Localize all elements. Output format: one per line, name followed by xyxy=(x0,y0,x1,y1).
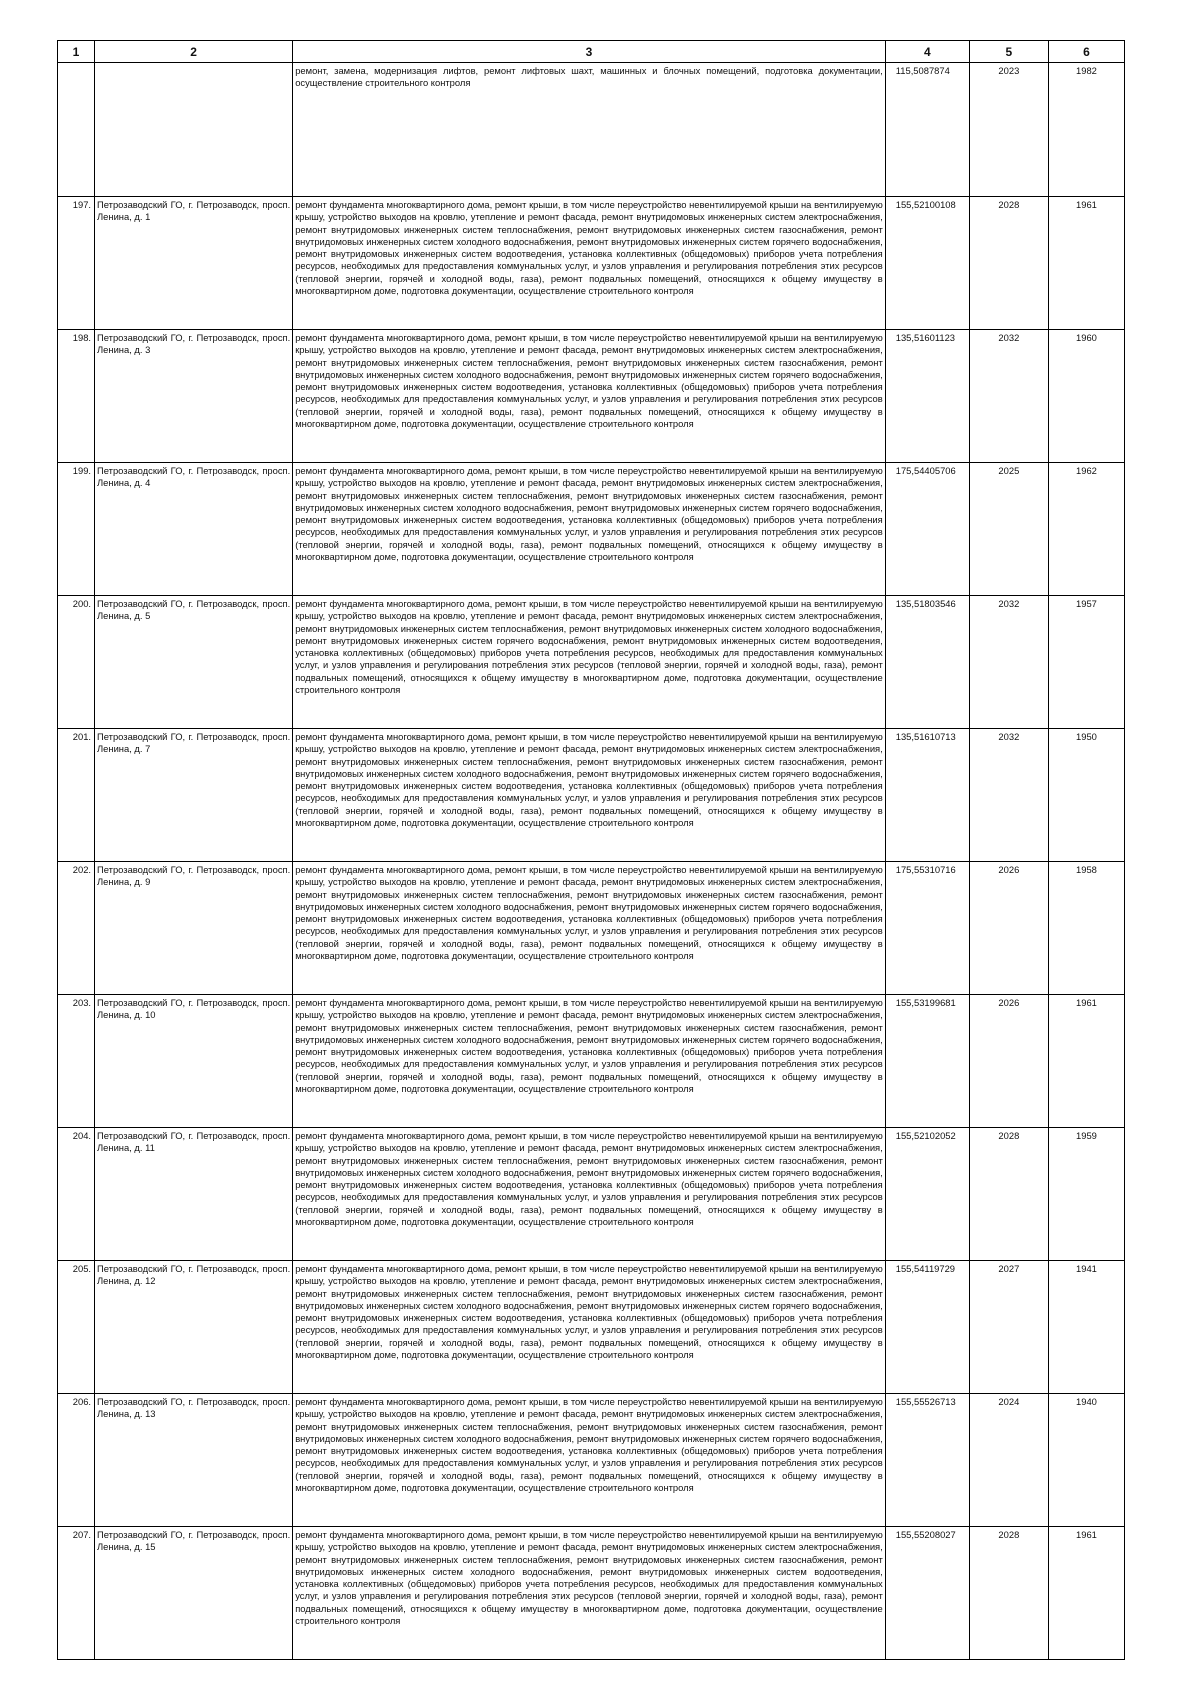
works-cell: ремонт фундамента многоквартирного дома, ремонт крыши, в том числе переустройство невентилируемой крыши на вентилируемую крышу, устройство выходов на кровлю, утепление и ремонт фасада, ремонт внутридомовых инженерных систем электроснабжения, ремонт внутридомовых инженерных систем теплоснабжения, ремонт внутридомовых инженерных систем газоснабжения, ремонт внутридомовых инженерных систем холодного водоснабжения, ремонт внутридомовых инженерных систем горячего водоснабжения, ремонт внутридомовых инженерных систем водоотведения, установка коллективных (общедомовых) приборов учета потребления ресурсов, необходимых для предоставления коммунальных услуг, и узлов управления и регулирования потребления этих ресурсов (тепловой энергии, горячей и холодной воды, газа), ремонт подвальных помещений, относящихся к общему имуществу в многоквартирном доме, подготовка документации, осуществление строительного контроля xyxy=(293,330,886,463)
row-number: 198. xyxy=(58,330,95,463)
build-year-cell: 1961 xyxy=(1048,995,1124,1128)
plan-year-cell: 2028 xyxy=(969,1527,1048,1660)
cost-cell: 175,54405706 xyxy=(885,463,969,596)
build-year-cell: 1960 xyxy=(1048,330,1124,463)
works-cell: ремонт фундамента многоквартирного дома, ремонт крыши, в том числе переустройство невентилируемой крыши на вентилируемую крышу, устройство выходов на кровлю, утепление и ремонт фасада, ремонт внутридомовых инженерных систем электроснабжения, ремонт внутридомовых инженерных систем теплоснабжения, ремонт внутридомовых инженерных систем газоснабжения, ремонт внутридомовых инженерных систем холодного водоснабжения, ремонт внутридомовых инженерных систем горячего водоснабжения, ремонт внутридомовых инженерных систем водоотведения, установка коллективных (общедомовых) приборов учета потребления ресурсов, необходимых для предоставления коммунальных услуг, и узлов управления и регулирования потребления этих ресурсов (тепловой энергии, горячей и холодной воды, газа), ремонт подвальных помещений, относящихся к общему имуществу в многоквартирном доме, подготовка документации, осуществление строительного контроля xyxy=(293,1394,886,1527)
column-number: 5 xyxy=(969,41,1048,63)
table-row xyxy=(58,1261,1125,1394)
cost-cell: 155,52100108 xyxy=(885,197,969,330)
build-year-cell: 1959 xyxy=(1048,1128,1124,1261)
cost-cell: 155,55208027 xyxy=(885,1527,969,1660)
table-row xyxy=(58,197,1125,330)
column-number-row xyxy=(58,41,1125,63)
build-year-cell: 1961 xyxy=(1048,197,1124,330)
plan-year-cell: 2023 xyxy=(969,63,1048,197)
cost-cell: 155,54119729 xyxy=(885,1261,969,1394)
plan-year-cell: 2032 xyxy=(969,729,1048,862)
table-row xyxy=(58,1128,1125,1261)
row-number: 203. xyxy=(58,995,95,1128)
table-row xyxy=(58,1394,1125,1527)
build-year-cell: 1950 xyxy=(1048,729,1124,862)
build-year-cell: 1982 xyxy=(1048,63,1124,197)
works-cell: ремонт фундамента многоквартирного дома, ремонт крыши, в том числе переустройство невентилируемой крыши на вентилируемую крышу, устройство выходов на кровлю, утепление и ремонт фасада, ремонт внутридомовых инженерных систем электроснабжения, ремонт внутридомовых инженерных систем теплоснабжения, ремонт внутридомовых инженерных систем холодного водоснабжения, ремонт внутридомовых инженерных систем горячего водоснабжения, ремонт внутридомовых инженерных систем водоотведения, установка коллективных (общедомовых) приборов учета потребления ресурсов, необходимых для предоставления коммунальных услуг, и узлов управления и регулирования потребления этих ресурсов (тепловой энергии, горячей и холодной воды, газа), ремонт подвальных помещений, относящихся к общему имуществу в многоквартирном доме, подготовка документации, осуществление строительного контроля xyxy=(293,596,886,729)
cost-cell: 155,53199681 xyxy=(885,995,969,1128)
plan-year-cell: 2026 xyxy=(969,995,1048,1128)
table-row xyxy=(58,463,1125,596)
plan-year-cell: 2025 xyxy=(969,463,1048,596)
table-row xyxy=(58,729,1125,862)
address-cell: Петрозаводский ГО, г. Петрозаводск, просп. Ленина, д. 4 xyxy=(95,463,293,596)
build-year-cell: 1941 xyxy=(1048,1261,1124,1394)
cost-cell: 135,51610713 xyxy=(885,729,969,862)
cost-cell: 155,52102052 xyxy=(885,1128,969,1261)
row-number: 206. xyxy=(58,1394,95,1527)
plan-year-cell: 2028 xyxy=(969,197,1048,330)
address-cell: Петрозаводский ГО, г. Петрозаводск, просп. Ленина, д. 1 xyxy=(95,197,293,330)
plan-year-cell: 2026 xyxy=(969,862,1048,995)
works-cell: ремонт фундамента многоквартирного дома, ремонт крыши, в том числе переустройство невентилируемой крыши на вентилируемую крышу, устройство выходов на кровлю, утепление и ремонт фасада, ремонт внутридомовых инженерных систем электроснабжения, ремонт внутридомовых инженерных систем теплоснабжения, ремонт внутридомовых инженерных систем газоснабжения, ремонт внутридомовых инженерных систем холодного водоснабжения, ремонт внутридомовых инженерных систем горячего водоснабжения, ремонт внутридомовых инженерных систем водоотведения, установка коллективных (общедомовых) приборов учета потребления ресурсов, необходимых для предоставления коммунальных услуг, и узлов управления и регулирования потребления этих ресурсов (тепловой энергии, горячей и холодной воды, газа), ремонт подвальных помещений, относящихся к общему имуществу в многоквартирном доме, подготовка документации, осуществление строительного контроля xyxy=(293,1261,886,1394)
address-cell: Петрозаводский ГО, г. Петрозаводск, просп. Ленина, д. 10 xyxy=(95,995,293,1128)
works-cell: ремонт фундамента многоквартирного дома, ремонт крыши, в том числе переустройство невентилируемой крыши на вентилируемую крышу, устройство выходов на кровлю, утепление и ремонт фасада, ремонт внутридомовых инженерных систем электроснабжения, ремонт внутридомовых инженерных систем теплоснабжения, ремонт внутридомовых инженерных систем газоснабжения, ремонт внутридомовых инженерных систем холодного водоснабжения, ремонт внутридомовых инженерных систем горячего водоснабжения, ремонт внутридомовых инженерных систем водоотведения, установка коллективных (общедомовых) приборов учета потребления ресурсов, необходимых для предоставления коммунальных услуг, и узлов управления и регулирования потребления этих ресурсов (тепловой энергии, горячей и холодной воды, газа), ремонт подвальных помещений, относящихся к общему имуществу в многоквартирном доме, подготовка документации, осуществление строительного контроля xyxy=(293,995,886,1128)
plan-year-cell: 2028 xyxy=(969,1128,1048,1261)
address-cell: Петрозаводский ГО, г. Петрозаводск, просп. Ленина, д. 7 xyxy=(95,729,293,862)
build-year-cell: 1957 xyxy=(1048,596,1124,729)
works-cell: ремонт фундамента многоквартирного дома, ремонт крыши, в том числе переустройство невентилируемой крыши на вентилируемую крышу, устройство выходов на кровлю, утепление и ремонт фасада, ремонт внутридомовых инженерных систем электроснабжения, ремонт внутридомовых инженерных систем теплоснабжения, ремонт внутридомовых инженерных систем газоснабжения, ремонт внутридомовых инженерных систем холодного водоснабжения, ремонт внутридомовых инженерных систем горячего водоснабжения, ремонт внутридомовых инженерных систем водоотведения, установка коллективных (общедомовых) приборов учета потребления ресурсов, необходимых для предоставления коммунальных услуг, и узлов управления и регулирования потребления этих ресурсов (тепловой энергии, горячей и холодной воды, газа), ремонт подвальных помещений, относящихся к общему имуществу в многоквартирном доме, подготовка документации, осуществление строительного контроля xyxy=(293,463,886,596)
column-number: 6 xyxy=(1048,41,1124,63)
build-year-cell: 1940 xyxy=(1048,1394,1124,1527)
works-cell: ремонт фундамента многоквартирного дома, ремонт крыши, в том числе переустройство невентилируемой крыши на вентилируемую крышу, устройство выходов на кровлю, утепление и ремонт фасада, ремонт внутридомовых инженерных систем электроснабжения, ремонт внутридомовых инженерных систем теплоснабжения, ремонт внутридомовых инженерных систем газоснабжения, ремонт внутридомовых инженерных систем холодного водоснабжения, ремонт внутридомовых инженерных систем водоотведения, установка коллективных (общедомовых) приборов учета потребления ресурсов, необходимых для предоставления коммунальных услуг, и узлов управления и регулирования потребления этих ресурсов (тепловой энергии, горячей и холодной воды, газа), ремонт подвальных помещений, относящихся к общему имуществу в многоквартирном доме, подготовка документации, осуществление строительного контроля xyxy=(293,1527,886,1660)
row-number: 201. xyxy=(58,729,95,862)
document-page xyxy=(57,40,1125,1660)
table-row xyxy=(58,995,1125,1128)
cost-cell: 175,55310716 xyxy=(885,862,969,995)
cost-cell: 115,5087874 xyxy=(885,63,969,197)
address-cell: Петрозаводский ГО, г. Петрозаводск, просп. Ленина, д. 5 xyxy=(95,596,293,729)
table-row xyxy=(58,1527,1125,1660)
plan-year-cell: 2024 xyxy=(969,1394,1048,1527)
build-year-cell: 1961 xyxy=(1048,1527,1124,1660)
cost-cell: 155,55526713 xyxy=(885,1394,969,1527)
works-cell: ремонт фундамента многоквартирного дома, ремонт крыши, в том числе переустройство невентилируемой крыши на вентилируемую крышу, устройство выходов на кровлю, утепление и ремонт фасада, ремонт внутридомовых инженерных систем электроснабжения, ремонт внутридомовых инженерных систем теплоснабжения, ремонт внутридомовых инженерных систем газоснабжения, ремонт внутридомовых инженерных систем холодного водоснабжения, ремонт внутридомовых инженерных систем горячего водоснабжения, ремонт внутридомовых инженерных систем водоотведения, установка коллективных (общедомовых) приборов учета потребления ресурсов, необходимых для предоставления коммунальных услуг, и узлов управления и регулирования потребления этих ресурсов (тепловой энергии, горячей и холодной воды, газа), ремонт подвальных помещений, относящихся к общему имуществу в многоквартирном доме, подготовка документации, осуществление строительного контроля xyxy=(293,729,886,862)
works-cell: ремонт фундамента многоквартирного дома, ремонт крыши, в том числе переустройство невентилируемой крыши на вентилируемую крышу, устройство выходов на кровлю, утепление и ремонт фасада, ремонт внутридомовых инженерных систем электроснабжения, ремонт внутридомовых инженерных систем теплоснабжения, ремонт внутридомовых инженерных систем газоснабжения, ремонт внутридомовых инженерных систем холодного водоснабжения, ремонт внутридомовых инженерных систем горячего водоснабжения, ремонт внутридомовых инженерных систем водоотведения, установка коллективных (общедомовых) приборов учета потребления ресурсов, необходимых для предоставления коммунальных услуг, и узлов управления и регулирования потребления этих ресурсов (тепловой энергии, горячей и холодной воды, газа), ремонт подвальных помещений, относящихся к общему имуществу в многоквартирном доме, подготовка документации, осуществление строительного контроля xyxy=(293,197,886,330)
address-cell xyxy=(95,63,293,197)
row-number: 204. xyxy=(58,1128,95,1261)
column-number: 3 xyxy=(293,41,886,63)
address-cell: Петрозаводский ГО, г. Петрозаводск, просп. Ленина, д. 11 xyxy=(95,1128,293,1261)
row-number: 205. xyxy=(58,1261,95,1394)
row-number: 202. xyxy=(58,862,95,995)
table-row xyxy=(58,330,1125,463)
plan-year-cell: 2027 xyxy=(969,1261,1048,1394)
works-cell: ремонт фундамента многоквартирного дома, ремонт крыши, в том числе переустройство невентилируемой крыши на вентилируемую крышу, устройство выходов на кровлю, утепление и ремонт фасада, ремонт внутридомовых инженерных систем электроснабжения, ремонт внутридомовых инженерных систем теплоснабжения, ремонт внутридомовых инженерных систем газоснабжения, ремонт внутридомовых инженерных систем холодного водоснабжения, ремонт внутридомовых инженерных систем горячего водоснабжения, ремонт внутридомовых инженерных систем водоотведения, установка коллективных (общедомовых) приборов учета потребления ресурсов, необходимых для предоставления коммунальных услуг, и узлов управления и регулирования потребления этих ресурсов (тепловой энергии, горячей и холодной воды, газа), ремонт подвальных помещений, относящихся к общему имуществу в многоквартирном доме, подготовка документации, осуществление строительного контроля xyxy=(293,1128,886,1261)
cost-cell: 135,51803546 xyxy=(885,596,969,729)
works-cell: ремонт, замена, модернизация лифтов, ремонт лифтовых шахт, машинных и блочных помещений, подготовка документации, осуществление строительного контроля xyxy=(293,63,886,197)
works-cell: ремонт фундамента многоквартирного дома, ремонт крыши, в том числе переустройство невентилируемой крыши на вентилируемую крышу, устройство выходов на кровлю, утепление и ремонт фасада, ремонт внутридомовых инженерных систем электроснабжения, ремонт внутридомовых инженерных систем теплоснабжения, ремонт внутридомовых инженерных систем газоснабжения, ремонт внутридомовых инженерных систем холодного водоснабжения, ремонт внутридомовых инженерных систем горячего водоснабжения, ремонт внутридомовых инженерных систем водоотведения, установка коллективных (общедомовых) приборов учета потребления ресурсов, необходимых для предоставления коммунальных услуг, и узлов управления и регулирования потребления этих ресурсов (тепловой энергии, горячей и холодной воды, газа), ремонт подвальных помещений, относящихся к общему имуществу в многоквартирном доме, подготовка документации, осуществление строительного контроля xyxy=(293,862,886,995)
row-number: 207. xyxy=(58,1527,95,1660)
cost-cell: 135,51601123 xyxy=(885,330,969,463)
address-cell: Петрозаводский ГО, г. Петрозаводск, просп. Ленина, д. 15 xyxy=(95,1527,293,1660)
address-cell: Петрозаводский ГО, г. Петрозаводск, просп. Ленина, д. 12 xyxy=(95,1261,293,1394)
address-cell: Петрозаводский ГО, г. Петрозаводск, просп. Ленина, д. 9 xyxy=(95,862,293,995)
address-cell: Петрозаводский ГО, г. Петрозаводск, просп. Ленина, д. 3 xyxy=(95,330,293,463)
plan-year-cell: 2032 xyxy=(969,330,1048,463)
row-number xyxy=(58,63,95,197)
build-year-cell: 1958 xyxy=(1048,862,1124,995)
row-number: 199. xyxy=(58,463,95,596)
column-number: 4 xyxy=(885,41,969,63)
row-number: 197. xyxy=(58,197,95,330)
capital-repair-table xyxy=(57,40,1125,1660)
column-number: 2 xyxy=(95,41,293,63)
row-number: 200. xyxy=(58,596,95,729)
column-number: 1 xyxy=(58,41,95,63)
address-cell: Петрозаводский ГО, г. Петрозаводск, просп. Ленина, д. 13 xyxy=(95,1394,293,1527)
build-year-cell: 1962 xyxy=(1048,463,1124,596)
plan-year-cell: 2032 xyxy=(969,596,1048,729)
table-row xyxy=(58,63,1125,197)
table-row xyxy=(58,596,1125,729)
table-row xyxy=(58,862,1125,995)
